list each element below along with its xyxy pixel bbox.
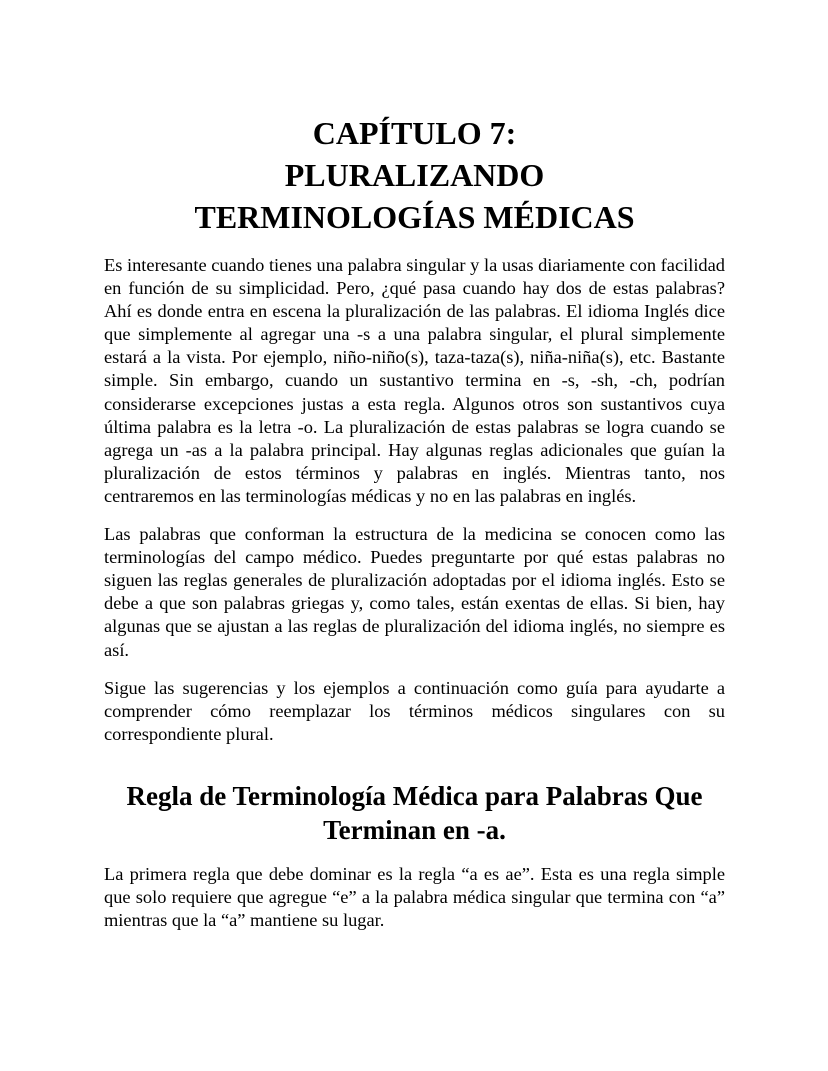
paragraph-rule-a: La primera regla que debe dominar es la regla “a es ae”. Esta es una regla simple que solo requiere que agregue “e” a la palabra médica singular que termina con “a” mientras que la “a” mantiene su lugar. bbox=[104, 863, 725, 931]
section-heading-line-1: Regla de Terminología Médica para Palabras Que bbox=[126, 780, 703, 811]
chapter-title-line-3: TERMINOLOGÍAS MÉDICAS bbox=[194, 199, 635, 235]
chapter-title-line-2: PLURALIZANDO bbox=[284, 157, 545, 193]
section-heading-line-2: Terminan en -a. bbox=[323, 814, 506, 845]
section-heading bbox=[104, 779, 725, 847]
page-content bbox=[104, 112, 725, 932]
chapter-title bbox=[104, 112, 725, 238]
paragraph-medical-terms: Las palabras que conforman la estructura de la medicina se conocen como las terminologías del campo médico. Puedes preguntarte por qué estas palabras no siguen las reglas generales de pluralización adoptadas por el idioma inglés. Esto se debe a que son palabras griegas y, como tales, están exentas de ellas. Si bien, hay algunas que se ajustan a las reglas de pluralización del idioma inglés, no siempre es así. bbox=[104, 524, 725, 660]
chapter-title-line-1: CAPÍTULO 7: bbox=[312, 115, 517, 151]
paragraph-guide: Sigue las sugerencias y los ejemplos a continuación como guía para ayudarte a comprender cómo reemplazar los términos médicos singulares con su correspondiente plural. bbox=[104, 677, 725, 744]
paragraph-intro: Es interesante cuando tienes una palabra singular y la usas diariamente con facilidad en función de su simplicidad. Pero, ¿qué pasa cuando hay dos de estas palabras? Ahí es donde entra en escena la pluralización de las palabras. El idioma Inglés dice que simplemente al agregar una -s a una palabra singular, el plural simplemente estará a la vista. Por ejemplo, niño-niño(s), taza-taza(s), niña-niña(s), etc. Bastante simple. Sin embargo, cuando un sustantivo termina en -s, -sh, -ch, podrían considerarse excepciones justas a esta regla. Algunos otros son sustantivos cuya última palabra es la letra -o. La pluralización de estas palabras se logra cuando se agrega un -as a la palabra principal. Hay algunas reglas adicionales que guían la pluralización de estos términos y palabras en inglés. Mientras tanto, nos centraremos en las terminologías médicas y no en las palabras en inglés. bbox=[104, 255, 725, 506]
